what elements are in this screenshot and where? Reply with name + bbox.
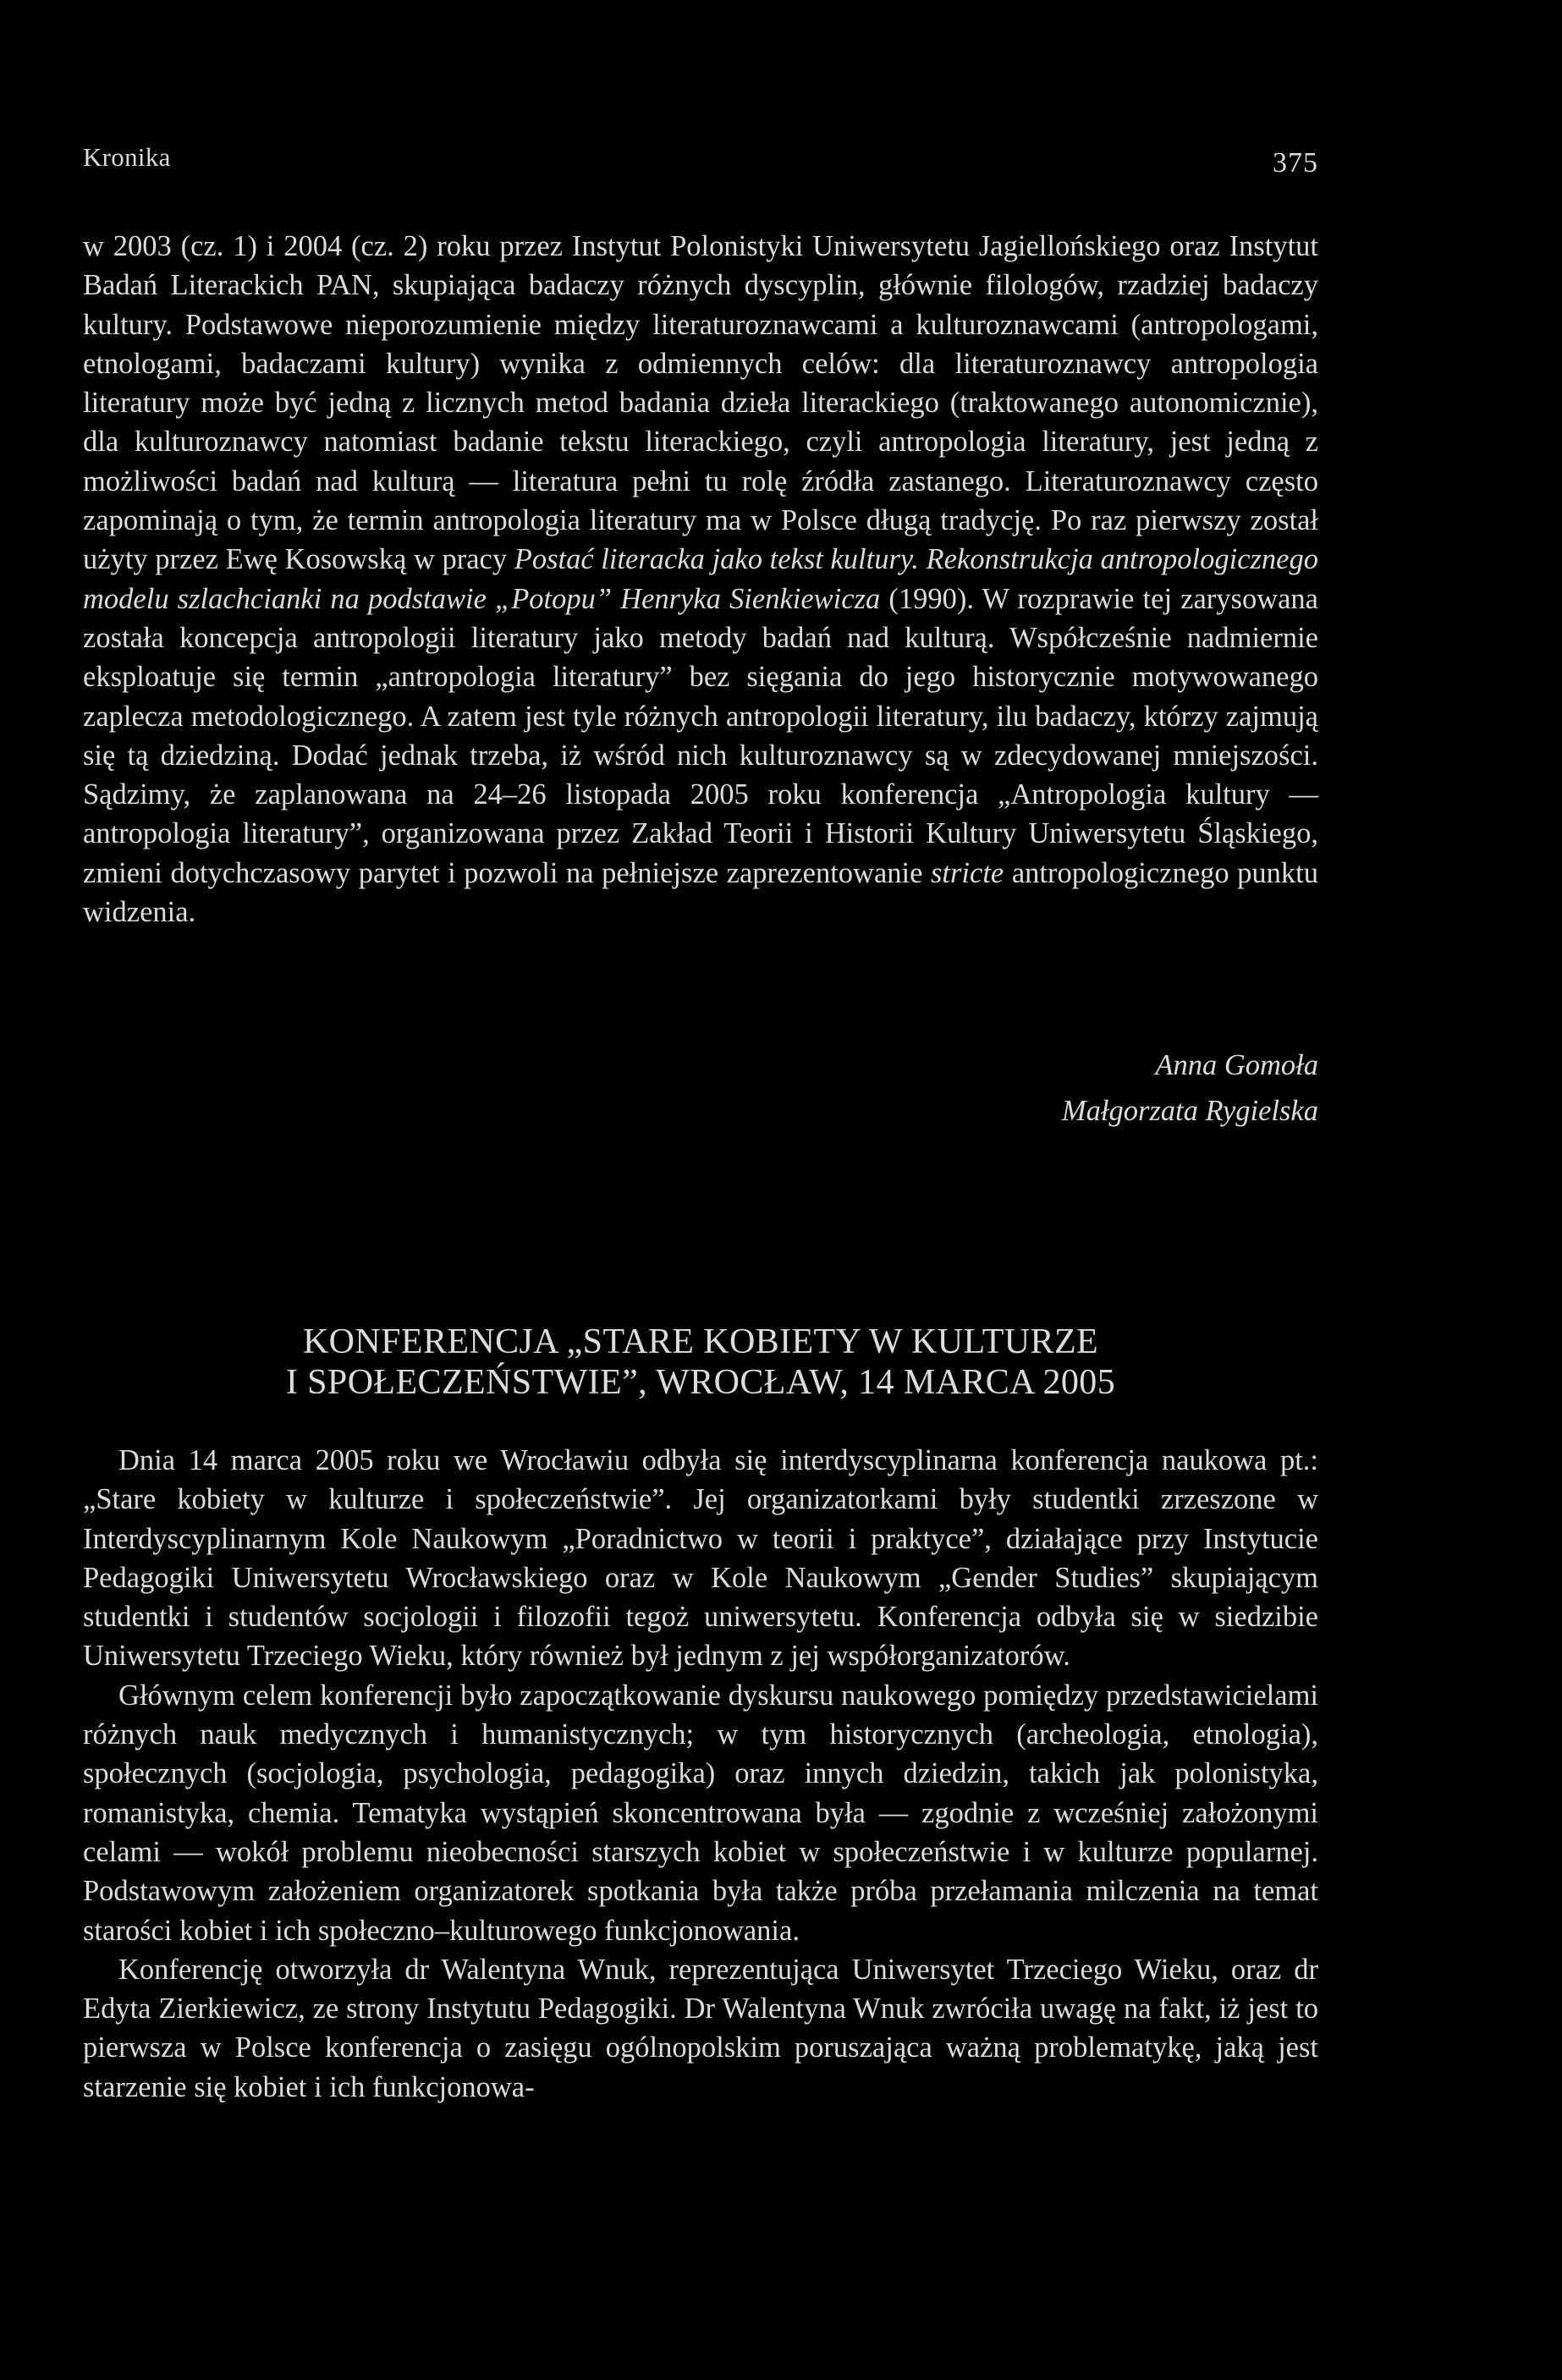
article-1-body: [83, 227, 1318, 932]
article-1-text-continued: (1990). W rozprawie tej zarysowana została koncepcja antropologii literatury jako metody badań nad kulturą. Współcześnie nadmiernie eksploatuje się termin „antropologia literatury” bez sięgania do jego historycznie motywowanego zaplecza metodologicznego. A zatem jest tyle różnych antropologii literatury, ilu badaczy, którzy zajmują się tą dziedziną. Dodać jednak trzeba, iż wśród nich kulturoznawcy są w zdecydowanej mniejszości. Sądzimy, że zaplanowana na 24–26 listopada 2005 roku konferencja „Antropologia kultury — antropologia literatury”, organizowana przez Zakład Teorii i Historii Kultury Uniwersytetu Śląskiego, zmieni dotychczasowy parytet i pozwoli na pełniejsze zaprezentowanie: [83, 582, 1318, 889]
section-title: Kronika: [83, 142, 171, 172]
page-number: 375: [1273, 147, 1318, 179]
article-1-paragraph: [83, 227, 1318, 932]
author-signature: [1062, 1042, 1318, 1134]
article-2-heading: [83, 1322, 1318, 1403]
article-2-paragraph: Dnia 14 marca 2005 roku we Wrocławiu odbyła się interdyscyplinarna konferencja naukowa pt.: „Stare kobiety w kulturze i społeczeństwie”. Jej organizatorkami były studentki zrzeszone w Interdyscyplinarnym Kole Naukowym „Poradnictwo w teorii i praktyce”, działające przy Instytucie Pedagogiki Uniwersytetu Wrocławskiego oraz w Kole Naukowym „Gender Studies” skupiającym studentki i studentów socjologii i filozofii tegoż uniwersytetu. Konferencja odbyła się w siedzibie Uniwersytetu Trzeciego Wieku, który również był jednym z jej współorganizatorów.: [83, 1444, 1318, 1673]
article-2-paragraph: Głównym celem konferencji było zapoczątkowanie dyskursu naukowego pomiędzy przedstawicielami różnych nauk medycznych i humanistycznych; w tym historycznych (archeologia, etnologia), społecznych (socjologia, psychologia, pedagogika) oraz innych dziedzin, takich jak polonistyka, romanistyka, chemia. Tematyka wystąpień skoncentrowana była — zgodnie z wcześniej założonymi celami — wokół problemu nieobecności starszych kobiet w społeczeństwie i w kulturze popularnej. Podstawowym założeniem organizatorek spotkania była także próba przełamania milczenia na temat starości kobiet i ich społeczno–kulturowego funkcjonowania.: [83, 1679, 1318, 1947]
author-name: Anna Gomoła: [1155, 1049, 1318, 1081]
article-1-text-end: antropologicznego punktu widzenia.: [83, 856, 1318, 929]
heading-line: I SPOŁECZEŃSTWIE”, WROCŁAW, 14 MARCA 2005: [285, 1363, 1116, 1402]
article-2-body: [83, 1441, 1318, 2107]
article-2-paragraph: Konferencję otworzyła dr Walentyna Wnuk, reprezentująca Uniwersytet Trzeciego Wieku, oraz dr Edyta Zierkiewicz, ze strony Instytutu Pedagogiki. Dr Walentyna Wnuk zwróciła uwagę na fakt, iż jest to pierwsza w Polsce konferencja o zasięgu ogólnopolskim poruszająca ważną problematykę, jaką jest starzenie się kobiet i ich funkcjonowa-: [83, 1953, 1318, 2103]
running-head: [83, 142, 1318, 184]
author-name: Małgorzata Rygielska: [1061, 1095, 1318, 1127]
article-1-italic-word: stricte: [931, 856, 1004, 889]
article-1-italic-title: Postać literacka jako tekst kultury. Rekonstrukcja antropologicznego modelu szlachcianki na podstawie „Potopu” Henryka Sienkiewicza: [83, 543, 1318, 615]
heading-line: KONFERENCJA „STARE KOBIETY W KULTURZE: [302, 1322, 1099, 1361]
article-1-text: w 2003 (cz. 1) i 2004 (cz. 2) roku przez Instytut Polonistyki Uniwersytetu Jagiellońskiego oraz Instytut Badań Literackich PAN, skupiająca badaczy różnych dyscyplin, głównie filologów, rzadziej badaczy kultury. Podstawowe nieporozumienie między literaturoznawcami a kulturoznawcami (antropologami, etnologami, badaczami kultury) wynika z odmiennych celów: dla literaturoznawcy antropologia literatury może być jedną z licznych metod badania dzieła literackiego (traktowanego autonomicznie), dla kulturoznawcy natomiast badanie tekstu literackiego, czyli antropologia literatury, jest jedną z możliwości badań nad kulturą — literatura pełni tu rolę źródła zastanego. Literaturoznawcy często zapominają o tym, że termin antropologia literatury ma w Polsce długą tradycję. Po raz pierwszy został użyty przez Ewę Kosowską w pracy: [83, 230, 1318, 576]
